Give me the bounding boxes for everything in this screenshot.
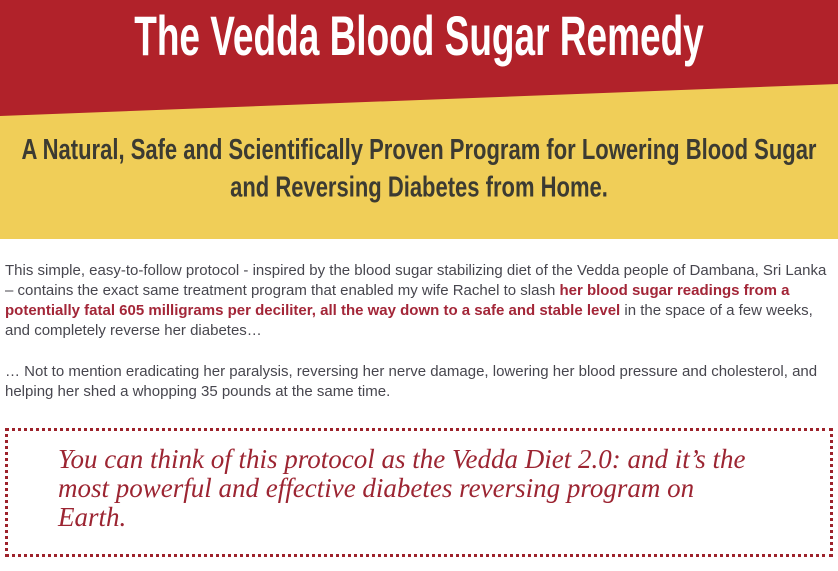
page-subtitle <box>0 130 838 205</box>
paragraph-intro <box>5 261 833 341</box>
hero-banner <box>0 0 838 239</box>
paragraph-intro-tail: in the space of a few weeks, and completely reverse her diabetes… <box>5 302 813 339</box>
subtitle-line-1: A Natural, Safe and Scientifically Proven Program for Lowering Blood Sugar <box>21 132 817 166</box>
paragraph-benefits: … Not to mention eradicating her paralysis, reversing her nerve damage, lowering her blood pressure and cholesterol, and helping her shed a whopping 35 pounds at the same time. <box>5 363 818 400</box>
page-title: The Vedda Blood Sugar Remedy <box>134 5 704 67</box>
paragraph-intro-text: This simple, easy-to-follow protocol - inspired by the blood sugar stabilizing diet of the Vedda people of Dambana, Sri Lanka – contains the exact same treatment program that enabled my wife Rachel to slash <box>5 262 827 299</box>
quote-box <box>5 428 833 557</box>
body-copy <box>0 261 838 557</box>
quote-text: You can think of this protocol as the Vedda Diet 2.0: and it’s the most powerful and effective diabetes reversing program on Earth. <box>58 444 746 532</box>
blood-sugar-highlight: her blood sugar readings from a potentially fatal 605 milligrams per deciliter, all the way down to a safe and stable level <box>5 282 790 319</box>
subtitle-line-2: and Reversing Diabetes from Home. <box>230 170 608 204</box>
